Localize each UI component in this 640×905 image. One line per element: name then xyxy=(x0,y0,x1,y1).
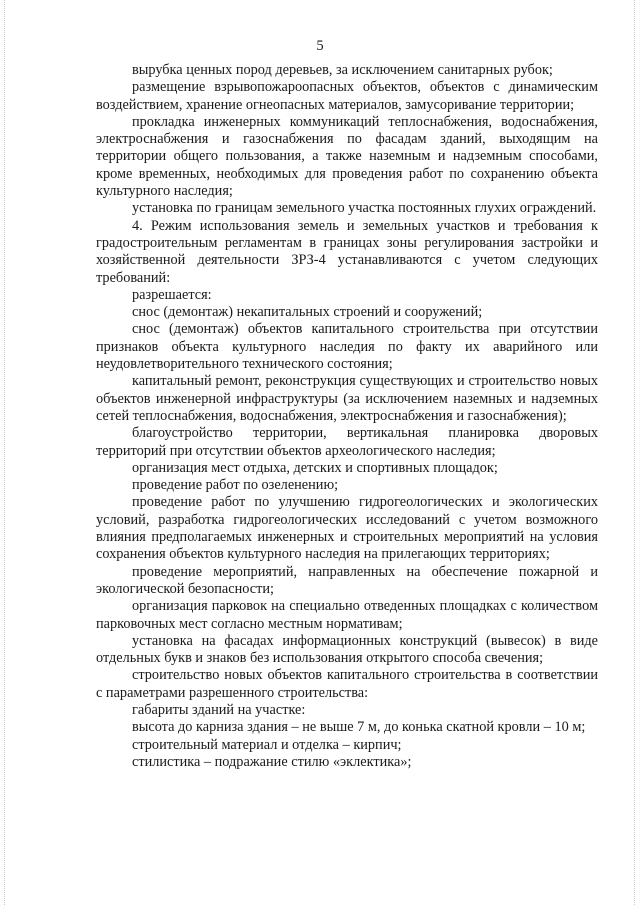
paragraph: стилистика – подражание стилю «эклектика»; xyxy=(132,753,412,770)
paragraph: снос (демонтаж) некапитальных строений и сооружений; xyxy=(132,304,483,321)
page-number: 5 xyxy=(316,38,324,54)
paragraph: проведение работ по озеленению; xyxy=(132,477,339,494)
paragraph: проведение мероприятий, направленных на обеспечение пожарной и экологической безопасности; xyxy=(96,563,598,597)
scan-edge-right xyxy=(634,0,636,905)
paragraph: снос (демонтаж) объектов капитального строительства при отсутствии признаков объекта культурного наследия по факту их аварийного или неудовлетворительного технического состояния; xyxy=(96,321,598,373)
paragraph: установка на фасадах информационных конструкций (вывесок) в виде отдельных букв и знаков без использования открытого способа свечения; xyxy=(96,632,598,667)
paragraph: капитальный ремонт, реконструкция существующих и строительство новых объектов инженерной инфраструктуры (за исключением наземных и надземных сетей теплоснабжения, водоснабжения, электроснабжения и газоснабжения); xyxy=(96,373,598,424)
paragraph: организация мест отдыха, детских и спортивных площадок; xyxy=(132,459,498,476)
paragraph: проведение работ по улучшению гидрогеологических и экологических условий, разработка гидрогеологических исследований с учетом возможного влияния предполагаемых инженерных и строительных мероприятий на условия сохранения объектов культурного наследия на прилегающих территориях; xyxy=(96,494,598,563)
paragraph: строительство новых объектов капитального строительства в соответствии с параметрами разрешенного строительства: xyxy=(96,667,598,701)
paragraph: вырубка ценных пород деревьев, за исключением санитарных рубок; xyxy=(132,62,553,78)
paragraph: габариты зданий на участке: xyxy=(132,701,306,718)
paragraph: благоустройство территории, вертикальная планировка дворовых территорий при отсутствии объектов археологического наследия; xyxy=(96,425,598,459)
paragraph: разрешается: xyxy=(132,286,212,303)
paragraph: высота до карниза здания – не выше 7 м, до конька скатной кровли – 10 м; xyxy=(132,719,586,736)
scan-edge-left xyxy=(4,0,6,905)
paragraph: строительный материал и отделка – кирпич; xyxy=(132,736,402,753)
paragraph: прокладка инженерных коммуникаций теплоснабжения, водоснабжения, электроснабжения и газоснабжения по фасадам зданий, выходящим на территории общего пользования, а также наземным и надземным способами, кроме временных, необходимых для проведения работ по сохранению объекта культурного наследия; xyxy=(96,113,598,200)
document-body xyxy=(96,62,598,771)
paragraph: установка по границам земельного участка постоянных глухих ограждений. xyxy=(132,200,597,217)
paragraph: размещение взрывопожароопасных объектов, объектов с динамическим воздействием, хранение огнеопасных материалов, замусоривание территории; xyxy=(96,79,598,113)
paragraph: организация парковок на специально отведенных площадках с количеством парковочных мест согласно местным нормативам; xyxy=(96,598,598,632)
section-paragraph: 4. Режим использования земель и земельных участков и требования к градостроительным регламентам в границах зоны регулирования застройки и хозяйственной деятельности ЗРЗ-4 устанавливаются с учетом следующих требований: xyxy=(96,217,598,286)
